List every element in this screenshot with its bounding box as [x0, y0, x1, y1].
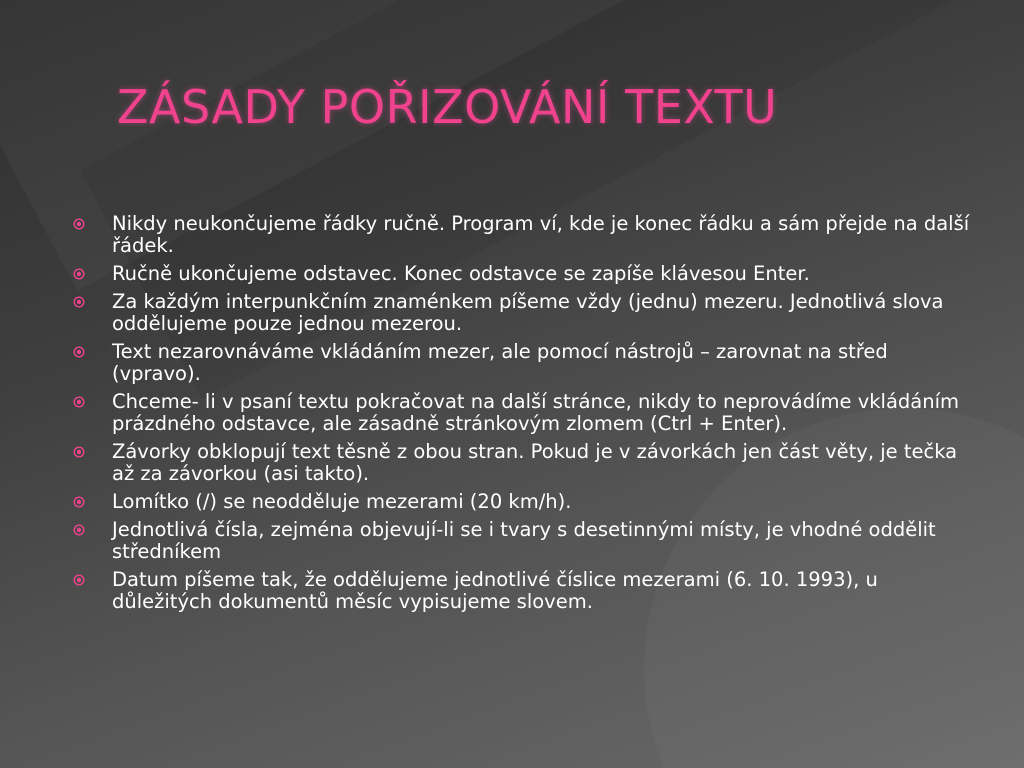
list-item [72, 391, 972, 435]
bullet-text: Lomítko (/) se neodděluje mezerami (20 km/h). [112, 490, 572, 513]
list-item [72, 291, 972, 335]
list-item [72, 213, 972, 257]
bullet-list [72, 213, 972, 619]
slide-title: ZÁSADY POŘIZOVÁNÍ TEXTU [117, 80, 778, 134]
bullet-text: Nikdy neukončujeme řádky ručně. Program ví, kde je konec řádku a sám přejde na další řádek. [112, 212, 970, 257]
bullet-text: Text nezarovnáváme vkládáním mezer, ale pomocí nástrojů – zarovnat na střed (vpravo). [112, 340, 888, 385]
list-item [72, 263, 972, 285]
list-item [72, 519, 972, 563]
circle-dot-icon [73, 496, 85, 508]
circle-dot-icon [73, 268, 85, 280]
list-item [72, 341, 972, 385]
bullet-text: Za každým interpunkčním znaménkem píšeme vždy (jednu) mezeru. Jednotlivá slova oddělujeme pouze jednou mezerou. [112, 290, 944, 335]
circle-dot-icon [73, 446, 85, 458]
list-item [72, 569, 972, 613]
circle-dot-icon [73, 524, 85, 536]
circle-dot-icon [73, 218, 85, 230]
list-item [72, 491, 972, 513]
bullet-text: Ručně ukončujeme odstavec. Konec odstavce se zapíše klávesou Enter. [112, 262, 810, 285]
bullet-text: Závorky obklopují text těsně z obou stran. Pokud je v závorkách jen část věty, je tečka až za závorkou (asi takto). [112, 440, 958, 485]
circle-dot-icon [73, 396, 85, 408]
circle-dot-icon [73, 346, 85, 358]
bullet-text: Datum píšeme tak, že oddělujeme jednotlivé číslice mezerami (6. 10. 1993), u důležitých dokumentů měsíc vypisujeme slovem. [112, 568, 878, 613]
circle-dot-icon [73, 574, 85, 586]
list-item [72, 441, 972, 485]
bullet-text: Jednotlivá čísla, zejména objevují-li se i tvary s desetinnými místy, je vhodné oddělit středníkem [112, 518, 936, 563]
circle-dot-icon [73, 296, 85, 308]
bullet-text: Chceme- li v psaní textu pokračovat na další stránce, nikdy to neprovádíme vkládáním prázdného odstavce, ale zásadně stránkovým zlomem (Ctrl + Enter). [112, 390, 960, 435]
